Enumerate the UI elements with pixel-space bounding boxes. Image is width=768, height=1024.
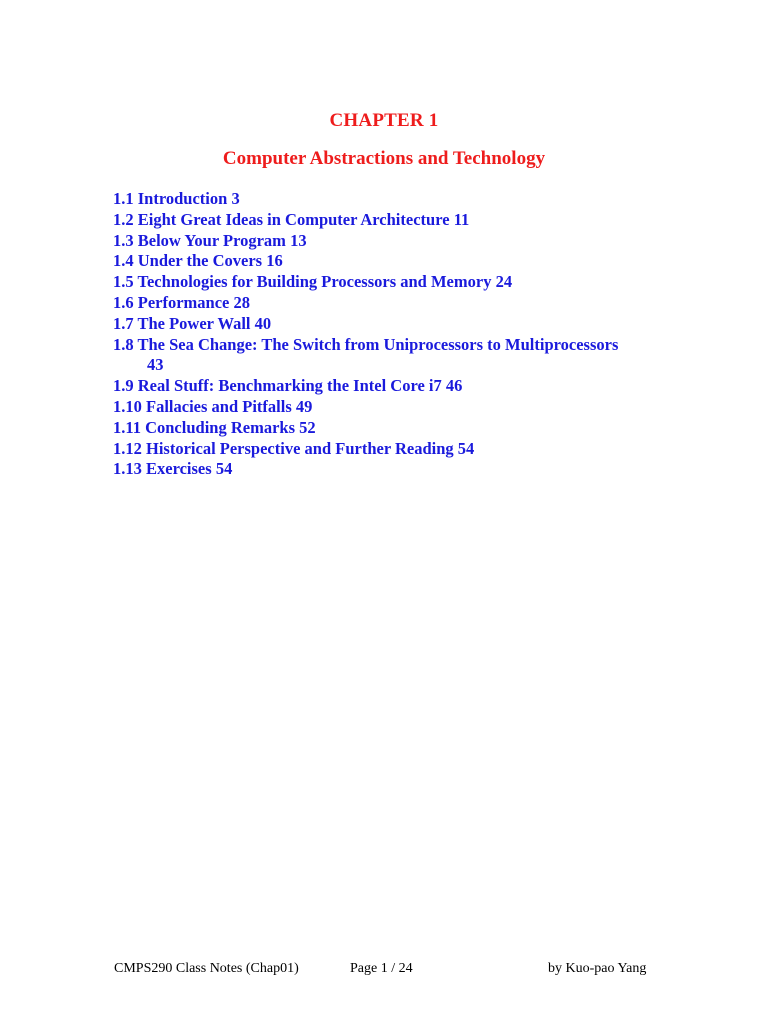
toc-entry-number: 1.6 (113, 292, 134, 312)
toc-entry-number: 1.5 (113, 272, 134, 292)
chapter-title: Computer Abstractions and Technology (222, 148, 546, 169)
toc-entry-number: 1.8 (113, 334, 134, 354)
toc-entry-number: 1.1 (113, 189, 134, 208)
toc-entry-1-8[interactable] (113, 335, 713, 377)
toc-entry-title: Fallacies and Pitfalls (146, 396, 292, 416)
footer-page-number: Page 1 / 24 (350, 961, 413, 976)
toc-entry-1-1[interactable] (113, 189, 713, 210)
toc-entry-number: 1.4 (113, 251, 134, 271)
toc-entry-1-2[interactable] (113, 210, 713, 231)
toc-entry-title: Eight Great Ideas in Computer Architecture (137, 209, 450, 229)
toc-entry-page: 16 (266, 251, 283, 271)
toc-entry-number: 1.9 (113, 376, 134, 396)
toc-entry-page: 52 (299, 417, 316, 437)
toc-entry-1-9[interactable] (113, 376, 713, 397)
toc-entry-page: 54 (457, 438, 475, 458)
toc-entry-number: 1.2 (113, 209, 134, 229)
toc-entry-1-10[interactable] (113, 397, 713, 418)
toc-entry-number: 1.10 (113, 396, 142, 416)
toc-entry-1-3[interactable] (113, 231, 713, 252)
toc-entry-title: Real Stuff: Benchmarking the Intel Core i7 (137, 376, 442, 396)
toc-entry-1-6[interactable] (113, 293, 713, 314)
toc-entry-number: 1.11 (113, 417, 141, 437)
toc-entry-page: 40 (254, 313, 272, 333)
toc-entry-page: 11 (453, 209, 470, 229)
toc-entry-page: 46 (445, 376, 463, 396)
toc-entry-title: Exercises (146, 459, 212, 479)
toc-entry-title: Performance (137, 292, 230, 312)
chapter-label: CHAPTER 1 (329, 110, 439, 131)
toc-entry-title: Under the Covers (137, 251, 263, 271)
toc-entry-1-13[interactable] (113, 459, 713, 480)
toc-entry-number: 1.3 (113, 230, 134, 250)
page-footer (0, 960, 768, 980)
toc-entry-number: 1.7 (113, 313, 134, 333)
toc-entry-number: 1.13 (113, 459, 142, 479)
toc-entry-title: Technologies for Building Processors and Memory (137, 272, 492, 292)
toc-entry-title: Concluding Remarks (145, 417, 295, 437)
toc-entry-1-7[interactable] (113, 314, 713, 335)
toc-entry-title: Below Your Program (137, 230, 286, 250)
toc-entry-1-5[interactable] (113, 272, 713, 293)
toc-entry-title: Historical Perspective and Further Reading (146, 438, 454, 458)
toc-entry-1-4[interactable] (113, 251, 713, 272)
toc-entry-page: 28 (233, 292, 250, 312)
toc-entry-1-12[interactable] (113, 439, 713, 460)
toc-entry-title: The Power Wall (137, 313, 251, 333)
toc-entry-page: 3 (231, 189, 240, 208)
toc-entry-number: 1.12 (113, 438, 142, 458)
toc-entry-page: 49 (295, 396, 313, 416)
toc-entry-page: 24 (495, 272, 513, 292)
footer-course-notes: CMPS290 Class Notes (Chap01) (114, 961, 299, 976)
toc-entry-page: 43 (147, 355, 164, 375)
toc-entry-title: The Sea Change: The Switch from Uniprocessors to Multiprocessors (137, 334, 619, 354)
toc-entry-page: 13 (290, 230, 307, 250)
toc-entry-1-11[interactable] (113, 418, 713, 439)
table-of-contents (113, 189, 713, 480)
footer-author: by Kuo-pao Yang (548, 961, 647, 976)
toc-entry-page: 54 (215, 459, 233, 479)
toc-entry-title: Introduction (137, 189, 228, 208)
